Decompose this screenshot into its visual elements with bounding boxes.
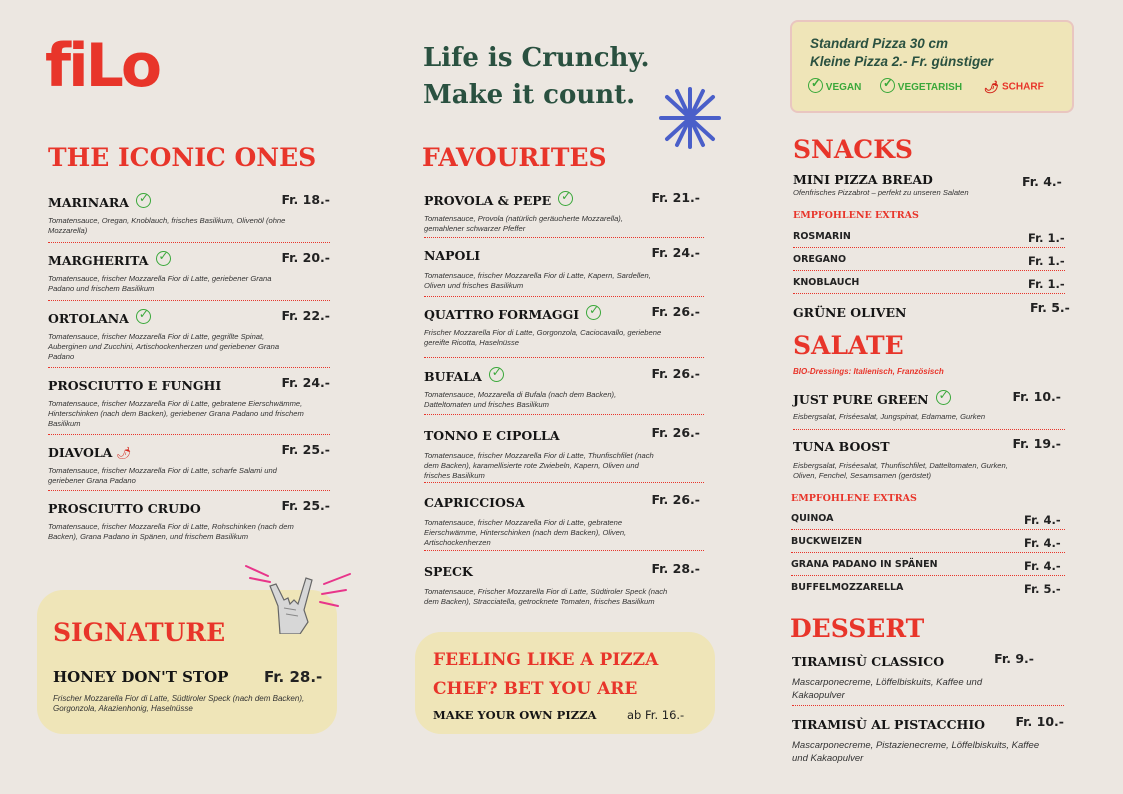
olives-name: GRÜNE OLIVEN [793,305,907,320]
extra-grana-padano: GRANA PADANO IN SPÄNEN [791,559,938,570]
rock-hand-icon [240,560,356,634]
menu-item-capricciosa: CAPRICCIOSA Fr. 26.- Tomatensauce, frischer Mozzarella Fior di Latte, gebratene Eierschwämme, Hinterschinken (nach dem Backen), Oliven, Artischockenherzen [424,492,700,547]
divider [424,482,704,483]
divider [48,434,330,435]
extra-quinoa-price: Fr. 4.- [1024,513,1061,527]
divider [792,705,1064,706]
dessert-tiramisu-pistacchio: TIRAMISÙ AL PISTACCHIO Fr. 10.- Mascarponecreme, Pistazienecreme, Löffelbiskuits, Kaffee und Kakaopulver [792,714,1064,764]
extra-oregano-price: Fr. 1.- [1028,254,1065,268]
legend-vegetarish: ✓ VEGETARISH [880,80,962,95]
divider [48,242,330,243]
divider [424,414,704,415]
divider [48,367,330,368]
signature-item-name: HONEY DON'T STOP [53,668,229,686]
signature-item-desc: Frischer Mozzarella Fior di Latte, Südtiroler Speck (nach dem Backen), Gorgonzola, Akazienhonig, Haselnüsse [53,694,305,713]
mini-pizza-name: MINI PIZZA BREAD [793,172,933,187]
divider [424,550,704,551]
menu-item-speck: SPECK Fr. 28.- Tomatensauce, Frischer Mozzarella Fior di Latte, Südtiroler Speck (nach dem Backen), Stracciatella, getrocknete Tomaten, frisches Basilikum [424,561,700,606]
make-your-own-price: ab Fr. 16.- [627,708,685,722]
menu-item-prosciutto-crudo: PROSCIUTTO CRUDO Fr. 25.- Tomatensauce, frischer Mozzarella Fior di Latte, Rohschinken (nach dem Backen), Grana Padano in Spänen, und frischem Basilikum [48,498,330,541]
dessert-title: DESSERT [790,614,925,643]
bio-dressings: BIO-Dressings: Italienisch, Französisch [793,367,944,376]
divider [793,293,1065,294]
divider [793,247,1065,248]
menu-item-margherita: MARGHERITA✓ Fr. 20.- Tomatensauce, frischer Mozzarella Fior di Latte, geriebener Grana Padano und frischem Basilikum [48,250,330,294]
make-your-own-box [415,632,715,734]
menu-item-provola-pepe: PROVOLA & PEPE✓ Fr. 21.- Tomatensauce, Provola (natürlich geräucherte Mozzarella), gemahlener schwarzer Pfeffer [424,190,704,234]
info-box [790,20,1074,113]
menu-item-ortolana: ORTOLANA✓ Fr. 22.- Tomatensauce, frischer Mozzarella Fior di Latte, gegrillte Spinat, Auberginen und Zucchini, Artischockenherzen und geriebener Grana Padano [48,308,330,362]
divider [424,237,704,238]
extra-buffelmozzarella-price: Fr. 5.- [1024,582,1061,596]
menu-item-bufala: BUFALA✓ Fr. 26.- Tomatensauce, Mozzarella di Bufala (nach dem Backen), Datteltomaten und frisches Basilikum [424,366,704,410]
divider [793,429,1065,430]
info-small: Kleine Pizza 2.- Fr. günstiger [810,54,994,69]
extra-buckweizen-price: Fr. 4.- [1024,536,1061,550]
vegetarian-icon [156,251,171,266]
legend-scharf: 🌶 SCHARF [984,80,1044,94]
divider [793,270,1065,271]
legend-vegan: ✓ VEGAN [808,80,861,95]
menu-item-prosciutto-funghi: PROSCIUTTO E FUNGHI Fr. 24.- Tomatensauce, frischer Mozzarella Fior di Latte, gebratene Eierschwämme, Hinterschinken (nach dem Backen), geriebener Grana Padano und frischem Basilikum [48,375,330,428]
vegetarian-icon [489,367,504,382]
tagline-line2: Make it count. [423,80,636,110]
dessert-tiramisu-classico: TIRAMISÙ CLASSICO Fr. 9.- Mascarponecreme, Löffelbiskuits, Kaffee und Kakaopulver [792,651,1034,701]
divider [791,529,1065,530]
signature-item-price: Fr. 28.- [264,668,323,686]
vegetarian-icon [136,309,151,324]
extra-quinoa: QUINOA [791,513,834,524]
logo: fiLo [45,31,160,101]
salad-tuna-boost: TUNA BOOST Fr. 19.- Eisbergsalat, Friséesalat, Thunfischfilet, Datteltomaten, Gurken, Oliven, Fenchel, Sesamsamen (geröstet) [793,436,1061,480]
snacks-extras-title: EMPFOHLENE EXTRAS [793,210,919,221]
extra-rosmarin: ROSMARIN [793,231,851,242]
signature-title: SIGNATURE [53,618,226,647]
vegetarian-icon [558,191,573,206]
menu-item-quattro-formaggi: QUATTRO FORMAGGI✓ Fr. 26.- Frischer Mozzarella Fior di Latte, Gorgonzola, Caciocavallo, geriebene gereifte Ricotta, Haselnüsse [424,304,704,348]
divider [791,575,1065,576]
chili-icon: 🌶 [984,80,1000,94]
vegan-icon [136,193,151,208]
salate-extras-title: EMPFOHLENE EXTRAS [791,493,917,504]
extra-grana-padano-price: Fr. 4.- [1024,559,1061,573]
olives-price: Fr. 5.- [1030,300,1070,315]
make-your-own-name: MAKE YOUR OWN PIZZA [433,708,597,722]
mini-pizza-price: Fr. 4.- [1022,174,1062,189]
chili-icon: 🌶 [116,445,132,460]
menu-item-napoli: NAPOLI Fr. 24.- Tomatensauce, frischer Mozzarella Fior di Latte, Kapern, Sardellen, Oliven und frisches Basilikum [424,245,700,290]
menu-item-marinara: MARINARA✓ Fr. 18.- Tomatensauce, Oregan, Knoblauch, frisches Basilikum, Olivenöl (ohne Mozzarella) [48,192,330,236]
menu-item-diavola: DIAVOLA 🌶 Fr. 25.- Tomatensauce, frischer Mozzarella Fior di Latte, scharfe Salami und geriebener Grana Padano [48,442,330,485]
tagline-line1: Life is Crunchy. [423,43,650,73]
extra-oregano: OREGANO [793,254,847,265]
divider [424,357,704,358]
mini-pizza-desc: Ofenfrisches Pizzabrot – perfekt zu unseren Salaten [793,188,969,197]
menu-item-tonno-cipolla: TONNO E CIPOLLA Fr. 26.- Tomatensauce, frischer Mozzarella Fior di Latte, Thunfischfilet (nach dem Backen), karamellisierte rote Zwiebeln, Kapern, Oliven und frisches Basilikum [424,425,700,480]
tagline [423,40,650,114]
divider [48,300,330,301]
extra-knoblauch: KNOBLAUCH [793,277,860,288]
vegetarian-icon [586,305,601,320]
salad-just-pure-green: JUST PURE GREEN✓ Fr. 10.- Eisbergsalat, Friséesalat, Jungspinat, Edamame, Gurken [793,389,1065,422]
vegan-icon [808,78,823,93]
iconic-title: THE ICONIC ONES [48,143,317,172]
divider [791,552,1065,553]
vegan-icon [936,390,951,405]
extra-knoblauch-price: Fr. 1.- [1028,277,1065,291]
extra-rosmarin-price: Fr. 1.- [1028,231,1065,245]
extra-buffelmozzarella: BUFFELMOZZARELLA [791,582,904,593]
vegetarian-icon [880,78,895,93]
divider [48,490,330,491]
salate-title: SALATE [793,331,904,360]
star-doodle-icon [655,85,725,151]
info-standard: Standard Pizza 30 cm [810,36,949,51]
snacks-title: SNACKS [793,135,913,164]
extra-buckweizen: BUCKWEIZEN [791,536,863,547]
divider [424,296,704,297]
favourites-title: FAVOURITES [422,143,607,172]
chef-headline: FEELING LIKE A PIZZA CHEF? BET YOU ARE [433,650,659,699]
